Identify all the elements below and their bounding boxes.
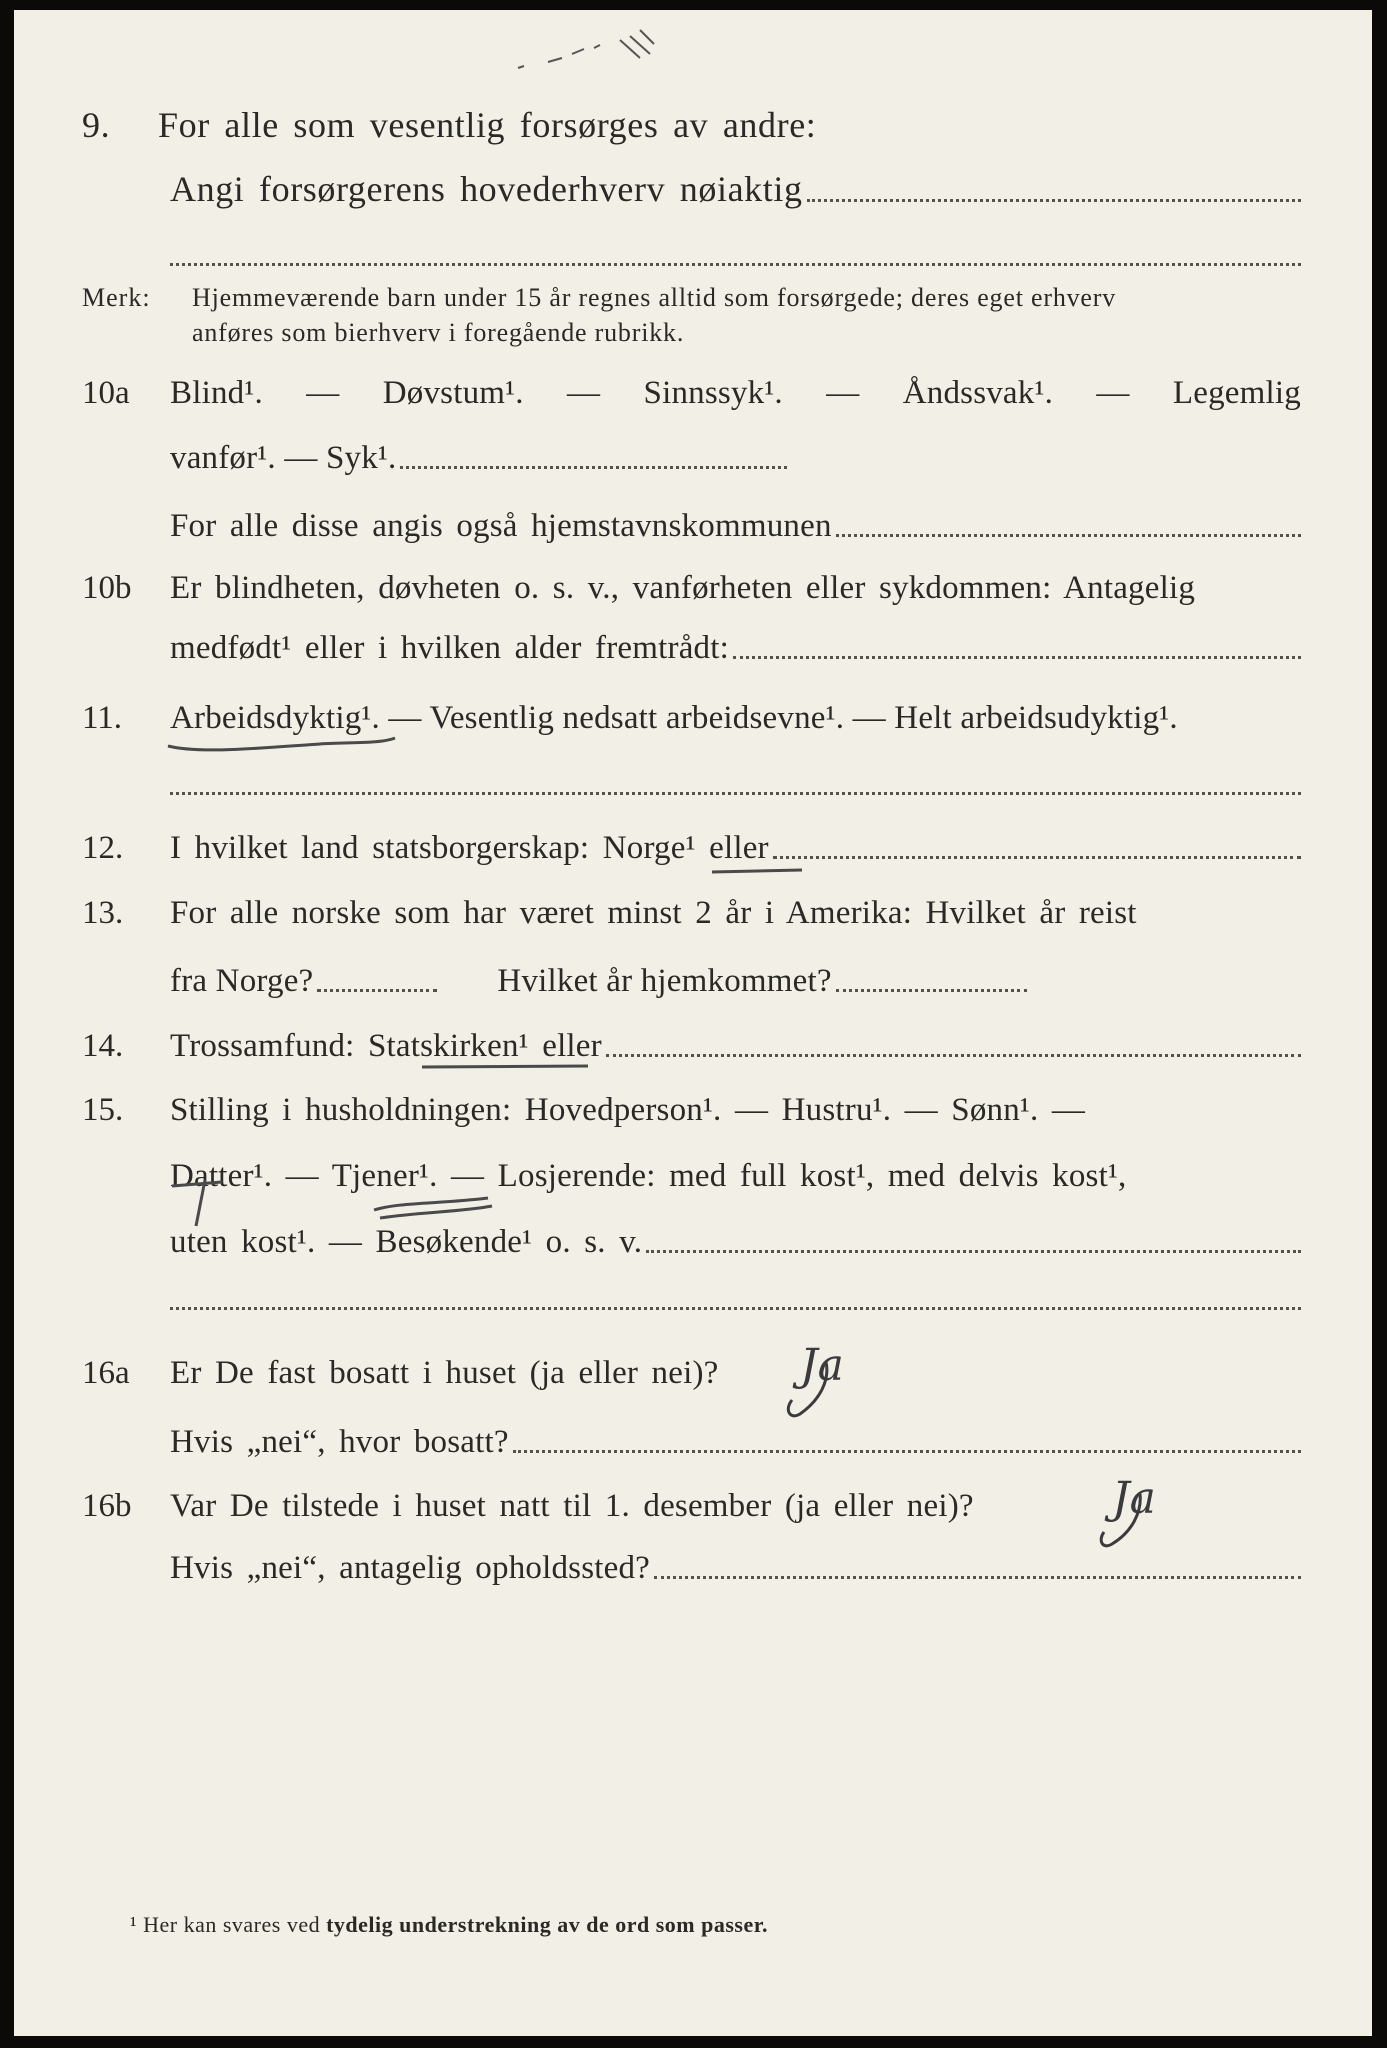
footnote-emphasis: tydelig understrekning av de ord som passer. — [326, 1912, 768, 1937]
q12-text[interactable]: I hvilket land statsborgerskap: Norge¹ eller — [170, 830, 769, 866]
q10b-number: 10b — [82, 570, 132, 606]
q10a-number: 10a — [82, 375, 130, 411]
merk-text-1: Hjemmeværende barn under 15 år regnes alltid som forsørgede; deres eget erhverv — [192, 283, 1117, 312]
q9-title: For alle som vesentlig forsørges av andre: — [158, 105, 817, 145]
q16b-opphold-prompt: Hvis „nei“, antagelig opholdssted? — [170, 1550, 651, 1586]
q16a-handwritten-answer[interactable]: Ja — [800, 1340, 844, 1391]
q16a-bosatt-prompt: Hvis „nei“, hvor bosatt? — [170, 1424, 509, 1460]
q13-line-1: For alle norske som har været minst 2 år i Amerika: Hvilket år reist — [170, 895, 1137, 931]
statskirken-underline — [422, 1066, 588, 1067]
q10b-line-1: Er blindheten, døvheten o. s. v., vanførheten eller sykdommen: Antagelig — [170, 570, 1196, 606]
q13-number: 13. — [82, 895, 124, 931]
q10a-option-andssvak[interactable]: Åndssvak¹. — [902, 375, 1054, 411]
q16a-ja-stroke — [788, 1362, 827, 1416]
datter-strike-mark — [172, 1180, 222, 1226]
q10a-option-sinnssyk[interactable]: Sinnssyk¹. — [643, 375, 783, 411]
q14-text[interactable]: Trossamfund: Statskirken¹ eller — [170, 1028, 602, 1064]
q13-reist-prompt: fra Norge? — [170, 963, 314, 999]
arbeidsdyktig-underline — [168, 738, 395, 750]
q13-hjemkommet-prompt: Hvilket år hjemkommet? — [497, 963, 832, 999]
q10a-dash: — — [567, 375, 601, 411]
q14-number: 14. — [82, 1028, 124, 1064]
q16b-handwritten-answer[interactable]: Ja — [1112, 1473, 1156, 1524]
q16a-line-1: Er De fast bosatt i huset (ja eller nei)? — [170, 1355, 719, 1391]
q9-prompt: Angi forsørgerens hovederhverv nøiaktig — [170, 169, 803, 209]
q11-number: 11. — [82, 700, 123, 736]
norge-underline — [712, 870, 802, 872]
q16b-ja-stroke — [1101, 1494, 1140, 1546]
q11-line-1[interactable]: Arbeidsdyktig¹. — Vesentlig nedsatt arbeidsevne¹. — Helt arbeidsudyktig¹. — [170, 700, 1178, 736]
q16a-number: 16a — [82, 1355, 130, 1391]
footnote-text: Her kan svares ved — [143, 1912, 321, 1937]
tjener-underline — [374, 1198, 492, 1218]
q12-number: 12. — [82, 830, 124, 866]
q10a-dash: — — [826, 375, 860, 411]
q10b-line-2-text: medfødt¹ eller i hvilken alder fremtrådt: — [170, 630, 729, 666]
footnote-mark: ¹ — [130, 1912, 138, 1937]
q10a-dash: — — [306, 375, 340, 411]
merk-label: Merk: — [82, 283, 151, 312]
top-pencil-scribble — [518, 30, 654, 68]
q10a-hjemstavn-prompt: For alle disse angis også hjemstavnskommunen — [170, 508, 832, 544]
q10a-dash: — — [1096, 375, 1130, 411]
q15-line-3-text[interactable]: uten kost¹. — Besøkende¹ o. s. v. — [170, 1224, 643, 1260]
q15-line-2[interactable]: Datter¹. — Tjener¹. — Losjerende: med full kost¹, med delvis kost¹, — [170, 1158, 1127, 1194]
q10a-line-2-text[interactable]: vanfør¹. — Syk¹. — [170, 440, 397, 476]
q16b-number: 16b — [82, 1488, 132, 1524]
q10a-option-legemlig[interactable]: Legemlig — [1172, 375, 1301, 411]
q10a-option-blind[interactable]: Blind¹. — [170, 375, 263, 411]
q15-line-1[interactable]: Stilling i husholdningen: Hovedperson¹. — Hustru¹. — Sønn¹. — — [170, 1092, 1086, 1128]
q9-number: 9. — [82, 105, 111, 145]
q16b-line-1: Var De tilstede i huset natt til 1. desember (ja eller nei)? — [170, 1488, 974, 1524]
merk-line-2: anføres som bierhverv i foregående rubrikk. — [192, 318, 685, 347]
q15-number: 15. — [82, 1092, 124, 1128]
q10a-option-dovstum[interactable]: Døvstum¹. — [382, 375, 524, 411]
